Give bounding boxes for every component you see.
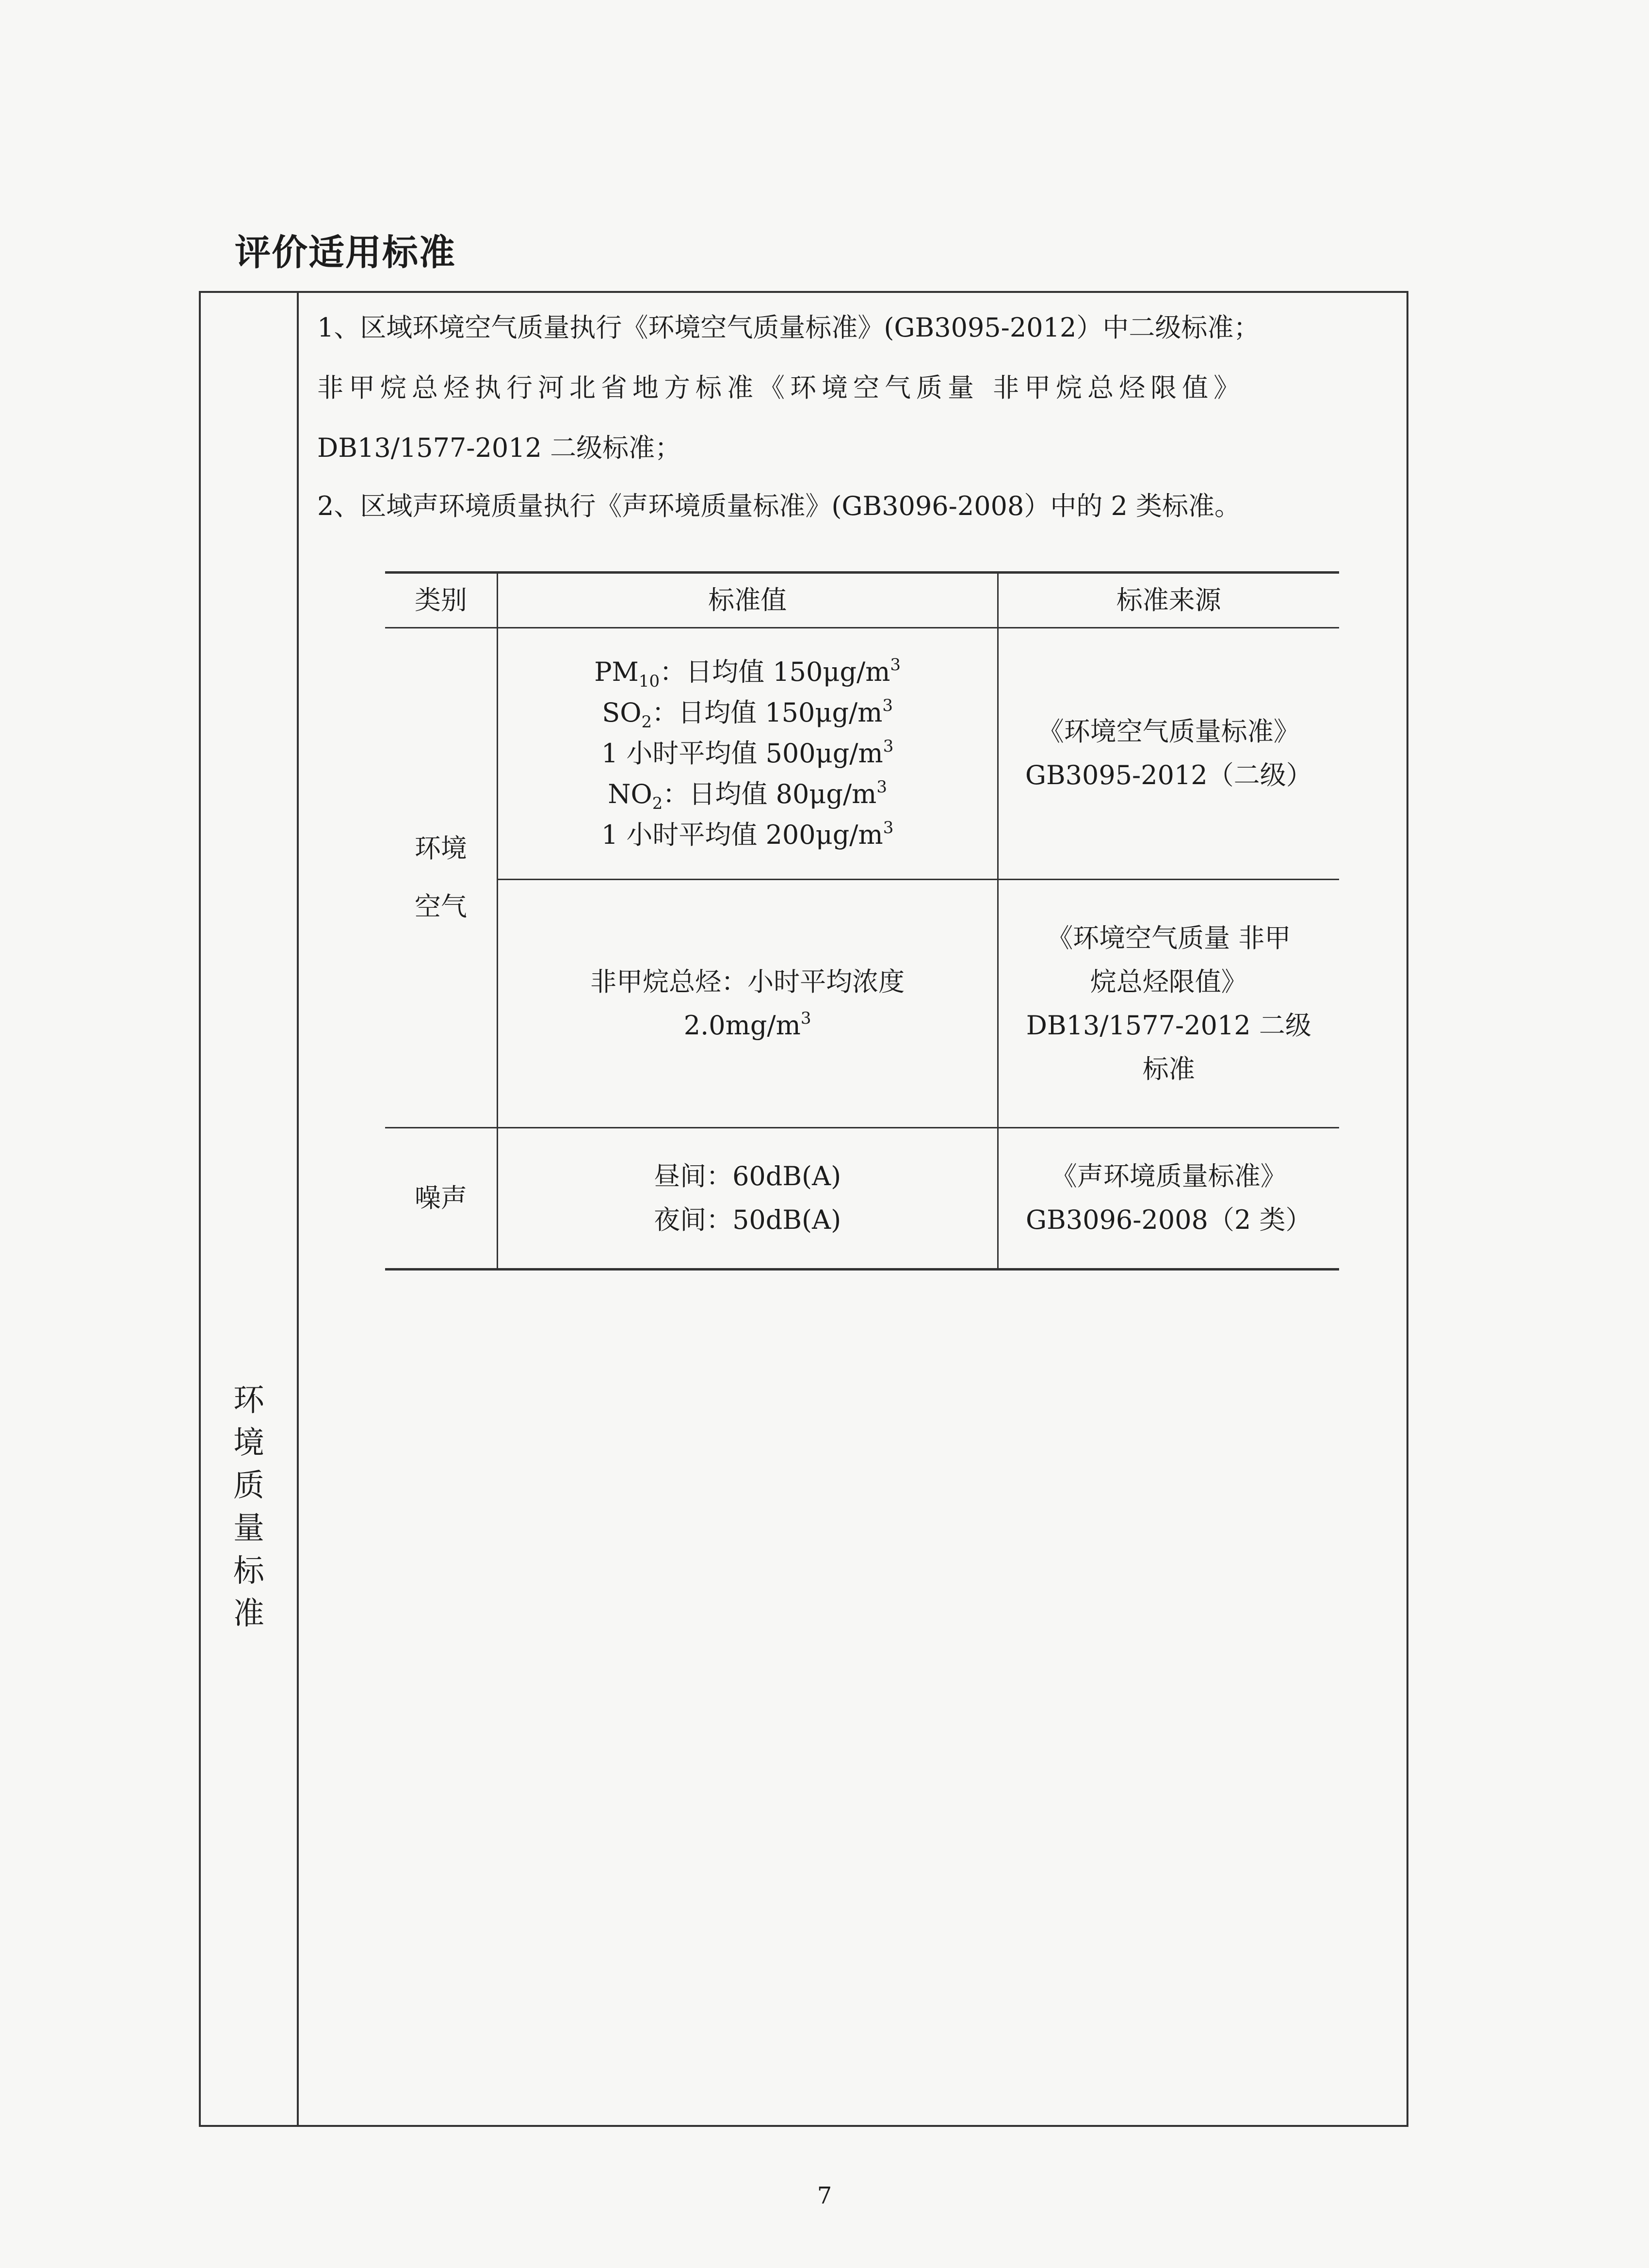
header-standard-value: 标准值 [497,573,998,628]
standards-table [385,571,1339,1271]
paragraph-line: DB13/1577-2012 二级标准； [317,433,681,463]
table-row [385,628,1339,880]
air-source [998,628,1339,880]
value-text: 非甲烷总烃：小时平均浓度 [590,966,905,997]
paragraph-line: 1、区域环境空气质量执行《环境空气质量标准》(GB3095-2012）中二级标准； [317,312,1260,343]
pollutant-name: SO [602,697,642,728]
source-line: 《环境空气质量标准》 [1037,716,1300,747]
side-label [201,1379,297,1635]
value-text [498,1004,997,1047]
table-row [385,1128,1339,1270]
side-label-char: 境 [233,1425,264,1461]
superscript: 3 [876,777,888,797]
noise-day: 昼间：60dB(A) [654,1161,841,1191]
superscript: 3 [890,655,901,675]
category-air [385,628,497,1128]
source-line: 《环境空气质量 非甲 [1047,922,1291,953]
pollutant-name: PM [594,657,639,687]
source-line: GB3095-2012（二级） [1025,760,1312,790]
side-label-char: 标 [233,1553,264,1589]
page-number: 7 [817,2182,832,2209]
standards-frame [199,291,1408,2127]
value-text: ：日均值 150μg/m [652,697,883,728]
column-divider [297,293,299,2125]
value-text: 1 小时平均值 200μg/m [601,820,883,850]
header-source: 标准来源 [998,573,1339,628]
source-line: GB3096-2008（2 类） [1026,1205,1312,1235]
side-label-char: 准 [233,1596,264,1632]
value-text: 2.0mg/m [683,1010,801,1041]
noise-night: 夜间：50dB(A) [654,1205,841,1235]
pm10-value [498,652,997,692]
superscript: 3 [883,818,894,837]
subscript: 2 [652,794,663,813]
source-line: DB13/1577-2012 二级 [1026,1010,1311,1041]
nmhc-standard-value [497,880,998,1128]
noise-standard-values [497,1128,998,1270]
value-text: 1 小时平均值 500μg/m [601,738,883,769]
air-standard-values [497,628,998,880]
table-row [385,880,1339,1128]
value-text: ：日均值 80μg/m [663,779,877,809]
value-text: ：日均值 150μg/m [660,657,890,687]
so2-value [498,692,997,733]
superscript: 3 [883,737,894,756]
table-header-row [385,573,1339,628]
noise-source [998,1128,1339,1270]
section-heading: 评价适用标准 [235,232,456,273]
source-line: 标准 [1142,1053,1195,1084]
side-label-char: 量 [233,1511,264,1546]
category-text: 空气 [414,891,467,922]
no2-value [498,774,997,815]
paragraph-line: 非甲烷总烃执行河北省地方标准《环境空气质量 非甲烷总烃限值》 [317,372,1245,403]
category-text: 环境 [414,833,467,864]
superscript: 3 [882,696,893,715]
subscript: 10 [638,672,660,691]
side-label-char: 质 [233,1468,264,1504]
subscript: 2 [641,712,652,732]
so2-hour-value [498,733,997,774]
category-noise: 噪声 [385,1128,497,1270]
header-category: 类别 [385,573,497,628]
pollutant-name: NO [608,779,652,809]
source-line: 《声环境质量标准》 [1051,1161,1287,1191]
source-line: 烷总烃限值》 [1090,966,1247,997]
nmhc-source [998,880,1339,1128]
paragraph-line: 2、区域声环境质量执行《声环境质量标准》(GB3096-2008）中的 2 类标准。 [317,491,1241,521]
side-label-char: 环 [233,1383,264,1418]
no2-hour-value [498,815,997,855]
superscript: 3 [800,1008,811,1028]
